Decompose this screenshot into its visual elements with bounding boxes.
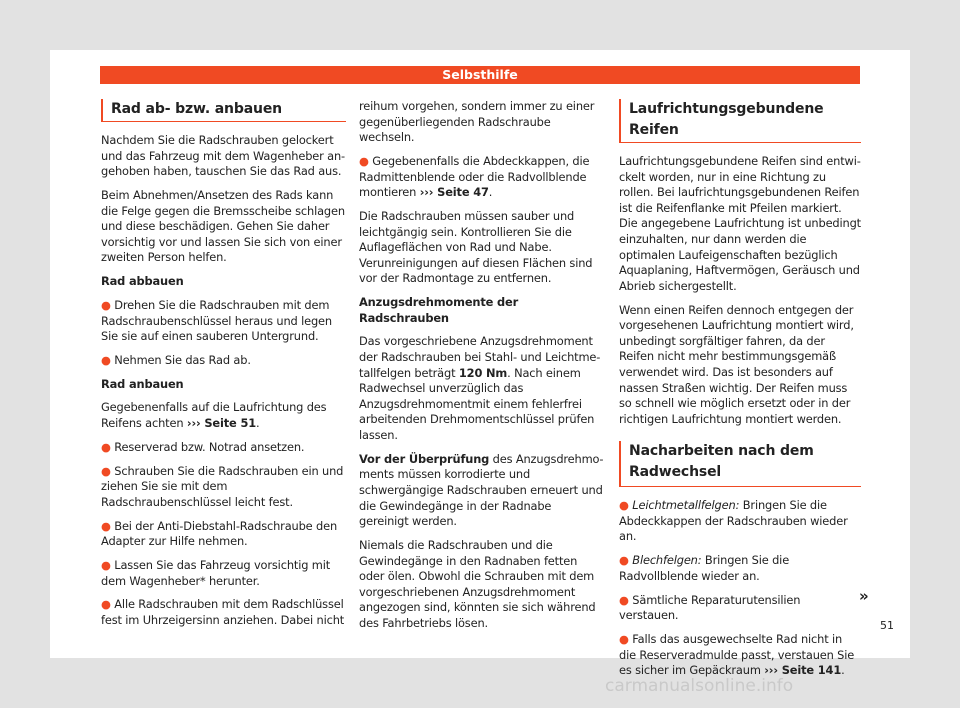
bullet-icon: ●	[101, 439, 111, 454]
paragraph: Niemals die Radschrauben und die Gewindegänge in den Radnaben fetten oder ölen. Obwohl die Schrauben mit dem vorgeschriebenen Anzugsdrehmoment angezogen sind, könnten sie sich während des Fahrbetriebs lösen.	[359, 537, 596, 630]
bullet-item: ● Sämtliche Reparaturutensilien verstauen.	[619, 592, 801, 623]
bullet-icon: ●	[101, 297, 111, 312]
paragraph: Das vorgeschriebene Anzugsdrehmoment der Radschrauben bei Stahl- und Leichtmetallfelgen beträgt 120 Nm. Nach einem Radwechsel unverzüglich das Anzugsdrehmomentmit einem fehlerfrei arbeitenden Drehmomentschlüssel prüfen lassen.	[359, 334, 601, 443]
continue-arrow-icon: »	[859, 587, 869, 605]
column-3	[619, 99, 861, 687]
subheading-anzugsdrehmomente: Anzugsdrehmomente der Radschrauben	[359, 295, 519, 325]
paragraph: Die Radschrauben müssen sauber und leichtgängig sein. Kontrollieren Sie die Auflageflächen von Rad und Nabe. Verunreinigungen auf diesen Flächen sind vor der Radmontage zu entfernen.	[359, 208, 593, 286]
subheading-rad-abbauen: Rad abbauen	[101, 274, 184, 289]
watermark: carmanualsonline.info	[605, 676, 794, 696]
bullet-item: ● Blechfelgen: Bringen Sie die Radvollblende wieder an.	[619, 553, 790, 583]
torque-value: 120 Nm	[458, 365, 508, 380]
paragraph: Wenn einen Reifen dennoch entgegen der vorgesehenen Laufrichtung montiert wird, unbedingt sorgfältiger fahren, da der Reifen nicht mehr bestimmungsgemäß verwendet wird. Das ist besonders auf nassen Straßen wichtig. Der Reifen muss so schnell wie möglich ersetzt oder in der richtigen Laufrichtung montiert werden.	[619, 302, 854, 426]
column-1	[101, 99, 346, 637]
bullet-item: ● Lassen Sie das Fahrzeug vorsichtig mit dem Wagenheber* herunter.	[101, 557, 331, 588]
bullet-icon: ●	[619, 553, 629, 568]
paragraph: Gegebenenfalls auf die Laufrichtung des Reifens achten ››› Seite 51.	[101, 400, 327, 431]
bullet-item: ● Drehen Sie die Radschrauben mit dem Radschraubenschlüssel heraus und legen Sie sie auf einen sauberen Untergrund.	[101, 297, 332, 344]
paragraph: Laufrichtungsgebundene Reifen sind entwickelt worden, nur in eine Richtung zu rollen. Bei laufrichtungsgebundenen Reifen ist die Reifenflanke mit Pfeilen markiert. Die angegebene Laufrichtung ist unbedingt einzuhalten, nur dann werden die optimalen Laufeigenschaften bezüglich Aquaplaning, Haftvermögen, Geräusch und Abrieb sichergestellt.	[619, 154, 861, 293]
bullet-item: ● Alle Radschrauben mit dem Radschlüssel fest im Uhrzeigersinn anziehen. Dabei nicht	[101, 597, 345, 627]
paragraph: reihum vorgehen, sondern immer zu einer gegenüberliegenden Radschraube wechseln.	[359, 99, 595, 145]
column-2	[359, 99, 604, 640]
page-number: 51	[880, 619, 894, 632]
bullet-icon: ●	[101, 557, 111, 572]
paragraph: Nachdem Sie die Radschrauben gelockert und das Fahrzeug mit dem Wagenheber angehoben haben, tauschen Sie das Rad aus.	[101, 133, 346, 179]
bullet-item: ● Leichtmetallfelgen: Bringen Sie die Abdeckkappen der Radschrauben wieder an.	[619, 498, 848, 544]
paragraph: Beim Abnehmen/Ansetzen des Rads kann die Felge gegen die Bremsscheibe schlagen und diese beschädigen. Gehen Sie daher vorsichtig vor und lassen Sie sich von einer zweiten Person helfen.	[101, 187, 345, 265]
bullet-item: ● Nehmen Sie das Rad ab.	[101, 352, 251, 367]
bullet-icon: ●	[619, 632, 629, 646]
heading-laufrichtung: Laufrichtungsgebundene Reifen	[619, 99, 861, 143]
section-header: Selbsthilfe	[100, 66, 860, 84]
subheading-rad-anbauen: Rad anbauen	[101, 376, 184, 391]
bullet-icon: ●	[619, 498, 629, 513]
bullet-icon: ●	[101, 518, 111, 533]
heading-rad-ab-anbauen: Rad ab- bzw. anbauen	[101, 99, 346, 122]
heading-nacharbeiten: Nacharbeiten nach dem Radwechsel	[619, 441, 861, 487]
bullet-item: ● Gegebenenfalls die Abdeckkappen, die Radmittenblende oder die Radvollblende montieren ››› Seite 47.	[359, 153, 590, 200]
page-reference-link[interactable]: ››› Seite 51	[186, 416, 256, 431]
bullet-item: ● Reserverad bzw. Notrad ansetzen.	[101, 439, 305, 454]
bullet-item: ● Falls das ausgewechselte Rad nicht in die Reserveradmulde passt, verstauen Sie es sicher im Gepäckraum ››› Seite 141.	[619, 632, 855, 678]
page-reference-link[interactable]: ››› Seite 47	[419, 185, 489, 200]
bullet-icon: ●	[101, 463, 111, 478]
bullet-item: ● Bei der Anti-Diebstahl-Radschraube den Adapter zur Hilfe nehmen.	[101, 518, 338, 549]
bullet-icon: ●	[101, 352, 111, 367]
bullet-item: ● Schrauben Sie die Radschrauben ein und ziehen Sie sie mit dem Radschraubenschlüssel leicht fest.	[101, 463, 344, 509]
page-reference-link[interactable]: ››› Seite 141	[764, 663, 842, 678]
bullet-icon: ●	[619, 592, 629, 607]
bullet-icon: ●	[359, 153, 369, 168]
paragraph: Vor der Überprüfung des Anzugsdrehmoments müssen korrodierte und schwergängige Radschrauben erneuert und die Gewindegänge in der Radnabe gereinigt werden.	[359, 451, 604, 529]
bullet-icon: ●	[101, 597, 111, 612]
